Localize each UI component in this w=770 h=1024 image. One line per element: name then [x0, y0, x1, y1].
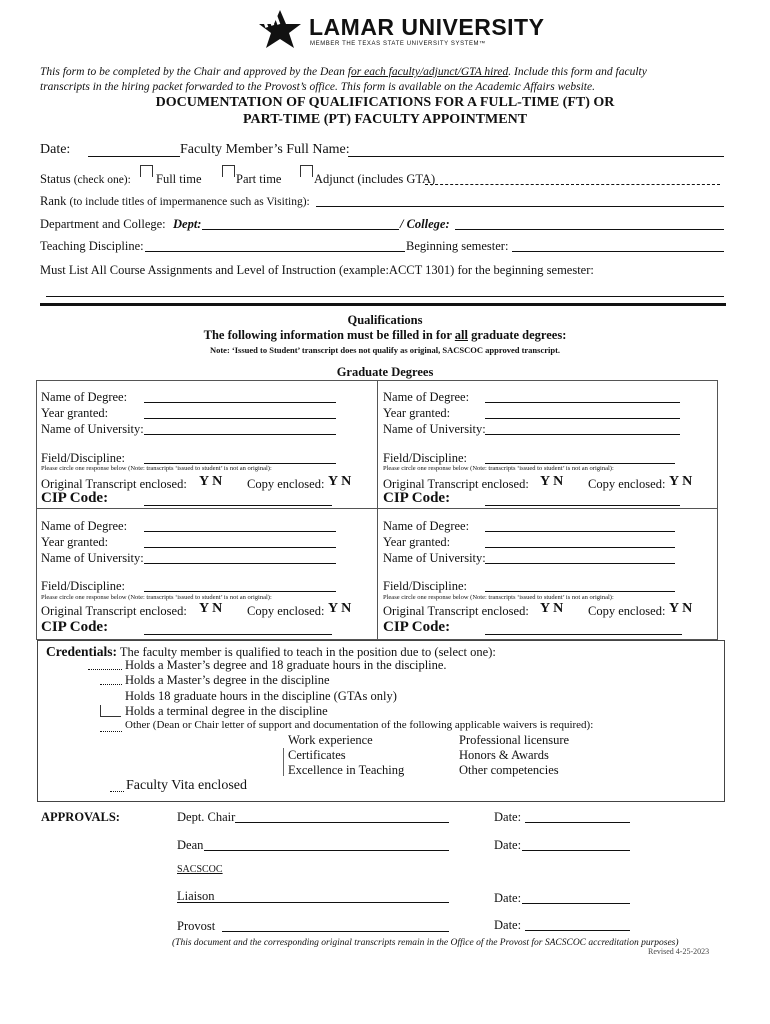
- intro-text-1: This form to be completed by the Chair and approved by the Dean f: [40, 66, 351, 78]
- degree-name-field[interactable]: [485, 531, 675, 532]
- credentials-header: Credentials: The faculty member is qualified to teach in the position due to (select one):: [46, 644, 496, 659]
- university-field[interactable]: [485, 563, 675, 564]
- university-field[interactable]: [144, 563, 336, 564]
- waiver-other-competencies[interactable]: Other competencies: [459, 763, 559, 777]
- teaching-discipline-field[interactable]: [145, 251, 405, 252]
- copy-enclosed-label: Copy enclosed:: [247, 477, 325, 491]
- beginning-semester-label: Beginning semester:: [406, 239, 509, 253]
- intro-line-2: transcripts in the hiring packet forwarded to the Provost’s office. This form is available on the Academic Affairs website.: [40, 81, 595, 93]
- member-line: MEMBER THE TEXAS STATE UNIVERSITY SYSTEM™: [310, 41, 486, 47]
- original-yn[interactable]: Y N: [199, 601, 223, 616]
- waiver-excellence-teaching[interactable]: Excellence in Teaching: [288, 763, 405, 777]
- copy-yn[interactable]: Y N: [669, 474, 693, 489]
- dept-field[interactable]: [202, 229, 399, 230]
- field-discipline-field[interactable]: [485, 463, 675, 464]
- vita-blank[interactable]: [110, 791, 124, 792]
- section-divider: [40, 303, 726, 306]
- graduate-degrees-heading: Graduate Degrees: [336, 365, 434, 379]
- credential-option-5: Other (Dean or Chair letter of support and documentation of the following applicable waivers is required):: [125, 719, 594, 731]
- waiver-work-experience[interactable]: Work experience: [288, 733, 373, 747]
- year-granted-field[interactable]: [144, 547, 336, 548]
- year-granted-field[interactable]: [485, 547, 675, 548]
- date-label: Date:: [40, 142, 71, 157]
- field-discipline-field[interactable]: [144, 591, 336, 592]
- waiver-certificates[interactable]: Certificates: [288, 748, 346, 762]
- transcript-note: Note: ‘Issued to Student’ transcript does not qualify as original, SACSCOC approved transcript.: [209, 345, 561, 355]
- liaison-signature[interactable]: [177, 902, 449, 903]
- year-granted-label: Year granted:: [383, 406, 451, 420]
- full-time-label: Full time: [156, 172, 202, 186]
- degree-name-field[interactable]: [485, 402, 680, 403]
- dean-date-label: Date:: [494, 838, 522, 852]
- cip-code-field[interactable]: [144, 634, 332, 635]
- faculty-name-field[interactable]: [348, 156, 724, 157]
- intro-line-1: [40, 66, 647, 78]
- adjunct-label: Adjunct (includes GTA): [314, 172, 436, 186]
- provost-label: Provost: [177, 919, 216, 933]
- degree-name-label: Name of Degree:: [41, 519, 128, 533]
- revised-date: Revised 4-25-2023: [648, 947, 710, 956]
- dept-chair-date-label: Date:: [494, 810, 522, 824]
- liaison-label: Liaison: [177, 889, 215, 903]
- degree-name-field[interactable]: [144, 531, 336, 532]
- beginning-semester-field[interactable]: [512, 251, 724, 252]
- credential-option-2: Holds a Master’s degree in the discipline: [125, 673, 330, 687]
- status-label: Status (check one):: [40, 172, 131, 186]
- college-label: / College:: [400, 217, 450, 231]
- faculty-vita-enclosed: Faculty Vita enclosed: [126, 778, 247, 793]
- dept-chair-signature[interactable]: [235, 822, 449, 823]
- cip-code-field[interactable]: [144, 505, 332, 506]
- liaison-date-label: Date:: [494, 891, 522, 905]
- original-transcript-label: Original Transcript enclosed:: [383, 477, 529, 491]
- field-discipline-field[interactable]: [144, 463, 336, 464]
- course-list-label: Must List All Course Assignments and Level of Instruction (example:ACCT 1301) for the beginning semester:: [40, 263, 594, 277]
- year-granted-label: Year granted:: [383, 535, 451, 549]
- form-title-line-2: PART-TIME (PT) FACULTY APPOINTMENT: [242, 112, 528, 127]
- intro-text-2: . Include this form and faculty: [508, 66, 647, 78]
- dept-chair-label: Dept. Chair: [177, 810, 236, 824]
- part-time-checkbox[interactable]: [222, 165, 235, 177]
- original-yn[interactable]: Y N: [540, 601, 564, 616]
- circle-note: Please circle one response below (Note: transcripts ‘issued to student’ is not an original):: [383, 465, 614, 472]
- cip-code-field[interactable]: [485, 505, 680, 506]
- copy-enclosed-label: Copy enclosed:: [247, 604, 325, 618]
- dept-chair-date-field[interactable]: [525, 822, 630, 823]
- circle-note: Please circle one response below (Note: transcripts ‘issued to student’ is not an original):: [383, 594, 614, 601]
- approvals-label: APPROVALS:: [41, 810, 120, 824]
- table-vertical-divider: [377, 380, 378, 639]
- qualifications-subheading: The following information must be filled in for all graduate degrees:: [203, 328, 567, 342]
- year-granted-field[interactable]: [144, 418, 336, 419]
- circle-note: Please circle one response below (Note: transcripts ‘issued to student’ is not an original):: [41, 465, 272, 472]
- cip-code-label: CIP Code:: [41, 619, 109, 635]
- copy-yn[interactable]: Y N: [328, 601, 352, 616]
- credential-option-4-blank[interactable]: [100, 705, 121, 717]
- cip-code-label: CIP Code:: [383, 619, 451, 635]
- credential-option-3: Holds 18 graduate hours in the discipline (GTAs only): [125, 689, 397, 703]
- university-label: Name of University:: [41, 422, 144, 436]
- degree-name-label: Name of Degree:: [383, 390, 470, 404]
- degree-name-field[interactable]: [144, 402, 336, 403]
- waiver-honors-awards[interactable]: Honors & Awards: [459, 748, 549, 762]
- form-title-line-1: DOCUMENTATION OF QUALIFICATIONS FOR A FULL-TIME (FT) OR: [155, 95, 615, 110]
- liaison-date-field[interactable]: [522, 903, 630, 904]
- university-label: Name of University:: [41, 551, 144, 565]
- university-label: Name of University:: [383, 422, 486, 436]
- original-transcript-label: Original Transcript enclosed:: [41, 477, 187, 491]
- field-discipline-label: Field/Discipline:: [41, 451, 126, 465]
- course-list-field[interactable]: [46, 296, 724, 297]
- university-field[interactable]: [144, 434, 336, 435]
- provost-date-field[interactable]: [525, 930, 630, 931]
- credential-option-1: Holds a Master’s degree and 18 graduate hours in the discipline.: [125, 658, 447, 672]
- original-transcript-label: Original Transcript enclosed:: [383, 604, 529, 618]
- star-logo-icon: [255, 8, 305, 52]
- dept-college-label: Department and College:: [40, 217, 166, 231]
- circle-note: Please circle one response below (Note: transcripts ‘issued to student’ is not an original):: [41, 594, 272, 601]
- adjunct-field[interactable]: [425, 184, 720, 185]
- original-yn[interactable]: Y N: [540, 474, 564, 489]
- field-discipline-label: Field/Discipline:: [383, 451, 468, 465]
- field-discipline-label: Field/Discipline:: [383, 579, 468, 593]
- rank-label: Rank (to include titles of impermanence such as Visiting):: [40, 194, 310, 208]
- copy-yn[interactable]: Y N: [669, 601, 693, 616]
- date-field[interactable]: [88, 156, 180, 157]
- original-transcript-label: Original Transcript enclosed:: [41, 604, 187, 618]
- dean-signature[interactable]: [204, 850, 449, 851]
- footer-note: (This document and the corresponding original transcripts remain in the Office of the Provost for SACSCOC accreditation purposes): [172, 938, 679, 948]
- dean-date-field[interactable]: [522, 850, 630, 851]
- dean-label: Dean: [177, 838, 204, 852]
- credential-option-1-blank[interactable]: [88, 669, 122, 670]
- table-horizontal-divider: [36, 508, 717, 509]
- faculty-name-label: Faculty Member’s Full Name:: [180, 142, 350, 157]
- original-yn[interactable]: Y N: [199, 474, 223, 489]
- adjunct-checkbox[interactable]: [300, 165, 313, 177]
- waiver-professional-licensure[interactable]: Professional licensure: [459, 733, 570, 747]
- dept-label: Dept:: [173, 217, 202, 231]
- field-discipline-field[interactable]: [485, 591, 675, 592]
- year-granted-label: Year granted:: [41, 406, 109, 420]
- college-field[interactable]: [455, 229, 724, 230]
- provost-signature[interactable]: [222, 931, 449, 932]
- copy-yn[interactable]: Y N: [328, 474, 352, 489]
- cip-code-field[interactable]: [485, 634, 682, 635]
- sacscoc-label: SACSCOC: [177, 864, 223, 875]
- copy-enclosed-label: Copy enclosed:: [588, 477, 666, 491]
- university-label: Name of University:: [383, 551, 486, 565]
- cip-code-label: CIP Code:: [383, 490, 451, 506]
- university-field[interactable]: [485, 434, 680, 435]
- university-logo: [255, 8, 305, 52]
- teaching-discipline-label: Teaching Discipline:: [40, 239, 144, 253]
- credential-option-5-blank[interactable]: [100, 731, 122, 732]
- full-time-checkbox[interactable]: [140, 165, 153, 177]
- copy-enclosed-label: Copy enclosed:: [588, 604, 666, 618]
- year-granted-label: Year granted:: [41, 535, 109, 549]
- part-time-label: Part time: [236, 172, 282, 186]
- field-discipline-label: Field/Discipline:: [41, 579, 126, 593]
- provost-date-label: Date:: [494, 918, 522, 932]
- cip-code-label: CIP Code:: [41, 490, 109, 506]
- credential-option-4: Holds a terminal degree in the discipline: [125, 704, 328, 718]
- intro-underlined: or each faculty/adjunct/GTA hired: [350, 66, 509, 78]
- degree-name-label: Name of Degree:: [383, 519, 470, 533]
- waiver-left-bracket: [283, 748, 284, 776]
- year-granted-field[interactable]: [485, 418, 680, 419]
- credential-option-2-blank[interactable]: [100, 684, 122, 685]
- degree-name-label: Name of Degree:: [41, 390, 128, 404]
- university-name: LAMAR UNIVERSITY: [309, 14, 545, 40]
- qualifications-heading: Qualifications: [347, 313, 423, 327]
- rank-field[interactable]: [316, 206, 724, 207]
